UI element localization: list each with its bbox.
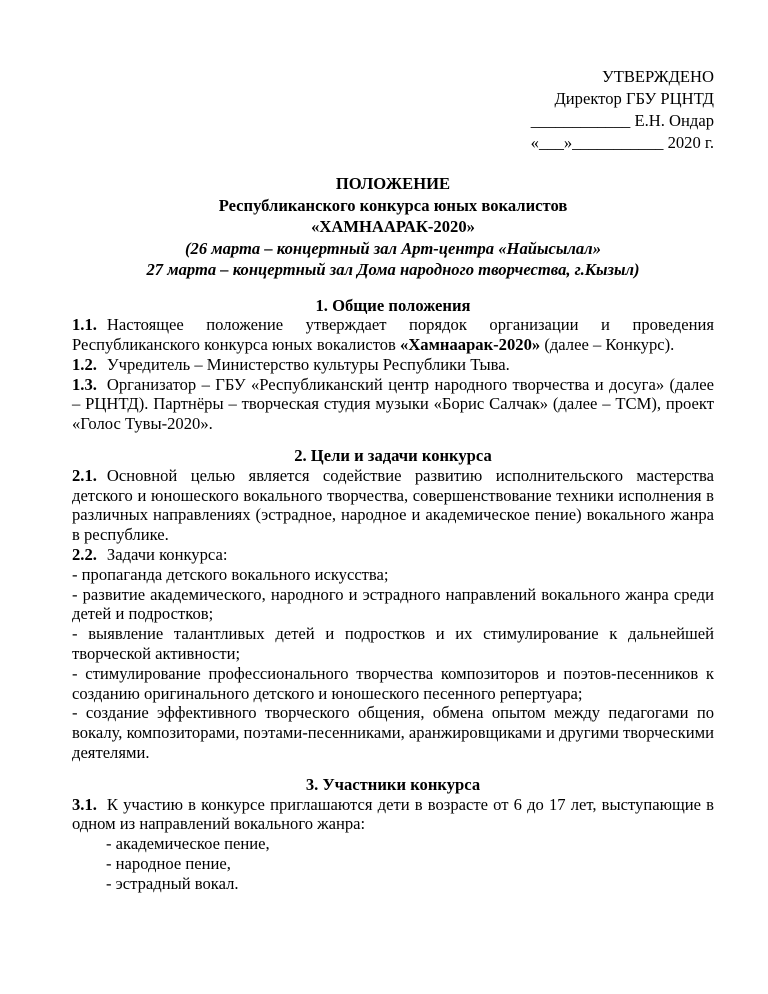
paragraph-2-1 [72, 466, 714, 545]
section-1-heading: 1. Общие положения [315, 295, 471, 315]
document-title: ПОЛОЖЕНИЕ [335, 174, 451, 193]
section-2-heading: 2. Цели и задачи конкурса [294, 446, 492, 466]
paragraph-number: 1.1. [72, 315, 97, 335]
section-3-heading: 3. Участники конкурса [305, 774, 481, 794]
document-subtitle: Республиканского конкурса юных вокалистов [218, 195, 568, 215]
paragraph-text-end: (далее – Конкурс). [540, 335, 675, 355]
paragraph-text: Учредитель – Министерство культуры Республики Тыва. [106, 354, 510, 374]
paragraph-1-1 [72, 315, 714, 355]
paragraph-text: К участию в конкурсе приглашаются дети в возрасте от 6 до 17 лет, выступающие в одном из направлений вокального жанра: [72, 794, 714, 834]
approval-date: «___»___________ 2020 г. [530, 133, 714, 152]
approval-stamp: УТВЕРЖДЕНО [601, 67, 714, 86]
paragraph-text: Организатор – ГБУ «Республиканский центр народного творчества и досуга» (далее – РЦНТД). Партнёры – творческая студия музыки «Борис Салчак» (далее – ТСМ), проект «Голос Тувы-2020». [72, 374, 714, 434]
paragraph-number: 2.1. [72, 465, 97, 485]
task-item: - создание эффективного творческого общения, обмена опытом между педагогами по вокалу, композиторами, поэтами-песенниками, аранжировщиками и другими творческими деятелями. [72, 703, 714, 763]
task-item: - выявление талантливых детей и подростков и их стимулирование к дальнейшей творческой активности; [72, 624, 714, 664]
paragraph-text: Настоящее положение утверждает порядок организации и проведения Республиканского конкурса юных вокалистов [72, 315, 714, 355]
contest-name: «ХАМНААРАК-2020» [311, 217, 475, 236]
approval-block [531, 66, 714, 154]
paragraph-2-2 [72, 545, 714, 565]
genre-item: - академическое пение, [106, 834, 270, 854]
approver-position: Директор ГБУ РЦНТД [554, 89, 714, 108]
task-item: - развитие академического, народного и эстрадного направлений вокального жанра среди детей и подростков; [72, 584, 714, 624]
paragraph-number: 1.2. [72, 354, 97, 374]
contest-name-inline: «Хамнаарак-2020» [400, 335, 541, 355]
genre-item: - эстрадный вокал. [106, 873, 239, 893]
paragraph-text: Задачи конкурса: [106, 545, 228, 565]
genre-item: - народное пение, [106, 854, 231, 874]
paragraph-number: 3.1. [72, 794, 97, 814]
document-title-block [72, 173, 714, 281]
paragraph-text: Основной целью является содействие развитию исполнительского мастерства детского и юношеского вокального творчества, совершенствование техники исполнения в различных направлениях (эстрадное, народное и академическое пение) вокального жанра в республике. [72, 465, 714, 545]
paragraph-1-3 [72, 375, 714, 434]
paragraph-number: 1.3. [72, 374, 97, 394]
paragraph-3-1 [72, 795, 714, 835]
document-body [72, 173, 714, 894]
venue-line-1: (26 марта – концертный зал Арт-центра «Найысылал» [185, 238, 601, 258]
paragraph-number: 2.2. [72, 545, 97, 565]
approver-signature: ____________ Е.Н. Ондар [530, 111, 714, 130]
venue-line-2: 27 марта – концертный зал Дома народного творчества, г.Кызыл) [146, 260, 640, 279]
paragraph-1-2 [72, 355, 714, 375]
task-item: - стимулирование профессионального творчества композиторов и поэтов-песенников к созданию оригинального детского и юношеского песенного репертуара; [72, 663, 714, 703]
task-item: - пропаганда детского вокального искусства; [72, 564, 389, 584]
